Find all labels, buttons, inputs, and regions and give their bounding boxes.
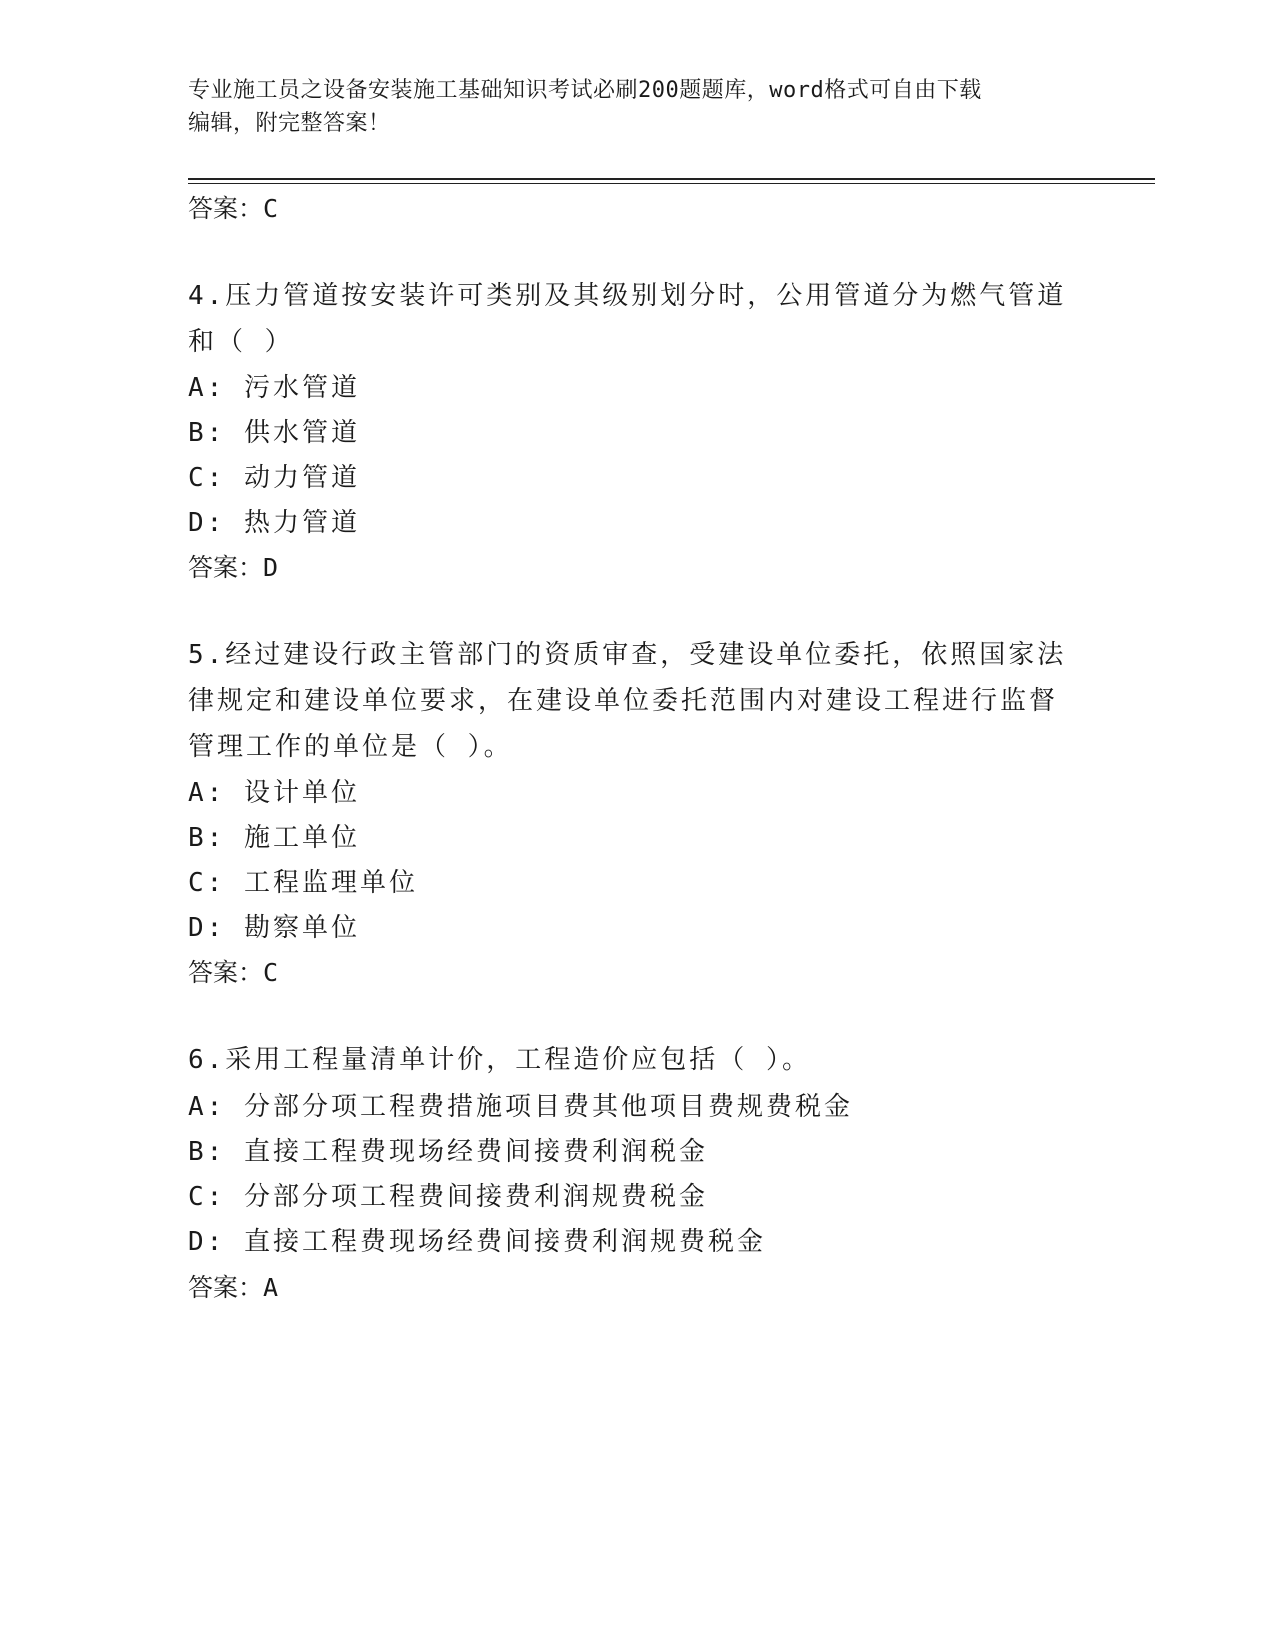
- answer-q6: [188, 1271, 278, 1305]
- question-4-line-1: 4.压力管道按安装许可类别及其级别划分时，公用管道分为燃气管道: [188, 281, 1067, 311]
- q6-option-c: C: 分部分项工程费间接费利润规费税金: [188, 1182, 708, 1212]
- question-6-line-1: 6.采用工程量清单计价，工程造价应包括（ ）。: [188, 1045, 811, 1075]
- q4-option-b: B: 供水管道: [188, 418, 360, 448]
- q6-option-a: A: 分部分项工程费措施项目费其他项目费规费税金: [188, 1092, 853, 1122]
- q5-option-a: A: 设计单位: [188, 778, 360, 808]
- answer-q4: [188, 551, 278, 585]
- question-6: [188, 1037, 1068, 1083]
- question-4: [188, 273, 1068, 365]
- question-5-line-2: 律规定和建设单位要求，在建设单位委托范围内对建设工程进行监督: [188, 686, 1059, 716]
- q5-option-b: B: 施工单位: [188, 823, 360, 853]
- answer-label: 答案：: [188, 553, 264, 582]
- question-4-line-2: 和（ ）: [188, 327, 294, 357]
- question-5: [188, 632, 1068, 770]
- answer-label: 答案：: [188, 1273, 264, 1302]
- header-divider-thin: [188, 183, 1155, 184]
- header-line-2: 编辑，附完整答案！: [188, 111, 391, 136]
- q5-option-c: C: 工程监理单位: [188, 868, 418, 898]
- answer-value: C: [263, 958, 279, 987]
- answer-value: A: [263, 1273, 279, 1302]
- answer-value: D: [263, 553, 279, 582]
- answer-label: 答案：: [188, 958, 264, 987]
- answer-q3: [188, 192, 278, 226]
- header-line-1: 专业施工员之设备安装施工基础知识考试必刷200题题库，word格式可自由下载: [188, 78, 982, 103]
- q6-option-b: B: 直接工程费现场经费间接费利润税金: [188, 1137, 708, 1167]
- q6-option-d: D: 直接工程费现场经费间接费利润规费税金: [188, 1227, 766, 1257]
- document-header: [188, 74, 1088, 140]
- q4-option-a: A: 污水管道: [188, 373, 360, 403]
- answer-label: 答案：: [188, 194, 264, 223]
- q5-option-d: D: 勘察单位: [188, 913, 360, 943]
- question-5-line-1: 5.经过建设行政主管部门的资质审查，受建设单位委托，依照国家法: [188, 640, 1067, 670]
- q4-option-c: C: 动力管道: [188, 463, 360, 493]
- question-5-line-3: 管理工作的单位是（ ）。: [188, 732, 513, 762]
- answer-value: C: [263, 194, 279, 223]
- answer-q5: [188, 956, 278, 990]
- header-divider-thick: [188, 178, 1155, 180]
- q4-option-d: D: 热力管道: [188, 508, 360, 538]
